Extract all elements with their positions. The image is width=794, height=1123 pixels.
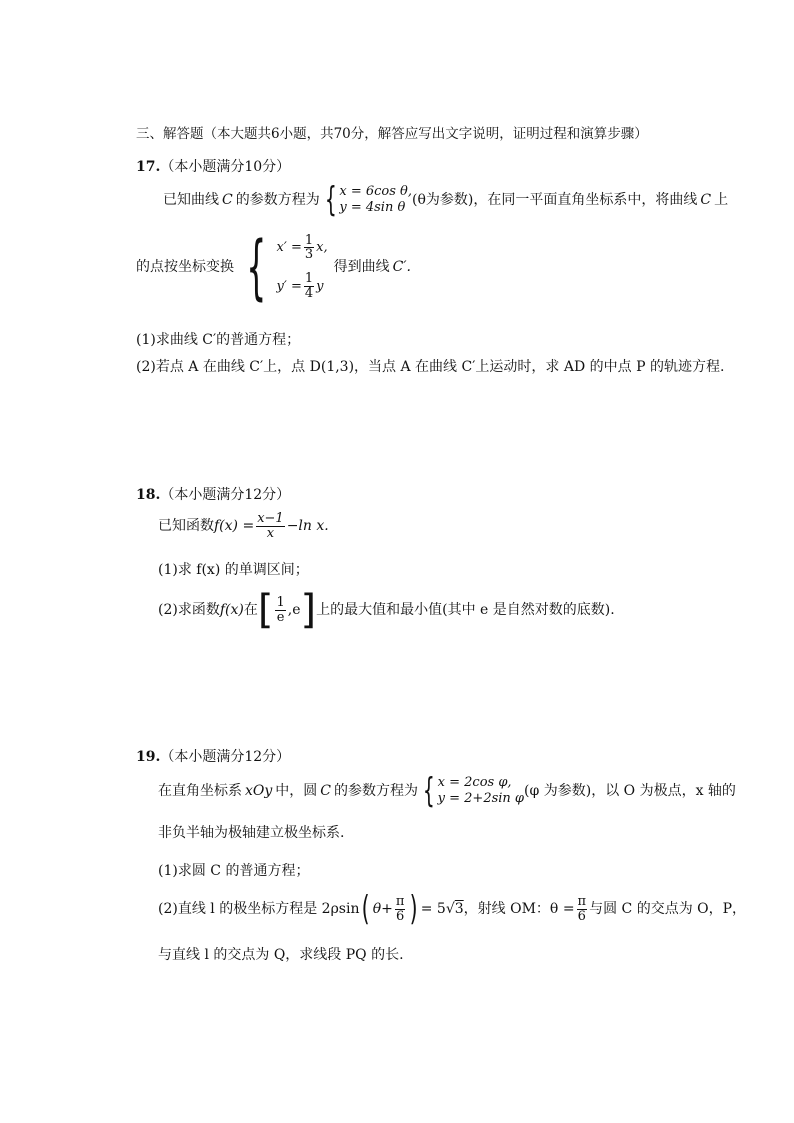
q18-part1: (1)求 f(x) 的单调区间；	[158, 562, 309, 578]
q19-heading	[136, 750, 290, 764]
q18-score: （本小题满分12分）	[160, 487, 291, 503]
q18-line1	[158, 512, 329, 540]
q17-text: (θ为参数)，在同一平面直角坐标系中，将曲线	[412, 192, 698, 208]
q18-interval-fraction: $\frac{1}{e}$	[276, 594, 285, 625]
q18-ln: −ln x.	[286, 518, 329, 535]
q17-score: （本小题满分10分）	[160, 159, 291, 175]
q17-text: 上	[714, 192, 729, 208]
q19-pi-six-ray: $\frac{\pi}{6}$	[577, 893, 587, 924]
q19-text: ，射线 OM：θ =	[463, 901, 575, 917]
q18-text: (2)求函数	[158, 602, 220, 618]
q19-sys-x: x = 2cos φ,	[437, 774, 512, 790]
q17-part1: (1)求曲线 C′的普通方程；	[136, 332, 301, 348]
q19-text: 的参数方程为	[334, 783, 419, 799]
q17-text: 的参数方程为	[235, 192, 320, 208]
q19-param-system: { x = 2cos φ, y = 2+2sin φ	[422, 771, 525, 811]
q18-text: 上的最大值和最小值(其中 e 是自然对数的底数).	[316, 602, 615, 618]
q17-text: 已知曲线	[163, 192, 219, 208]
q19-part2	[158, 889, 747, 929]
q17-line1	[163, 180, 729, 220]
q17-line2	[136, 226, 411, 308]
q19-score: （本小题满分12分）	[160, 749, 291, 765]
q18-fx: f(x)	[219, 602, 244, 618]
q19-circle-c: C	[320, 783, 332, 799]
q19-text: 在直角坐标系	[158, 783, 242, 799]
q19-text: 中，圆	[275, 783, 318, 799]
q18-interval-open: [	[257, 587, 274, 633]
q18-fraction: $\frac{x-1}{x}$	[257, 511, 284, 541]
q19-part1: (1)求圆 C 的普通方程；	[158, 863, 310, 879]
q17-tr-y-lhs: y′ =	[276, 278, 302, 294]
q18-fx: f(x) =	[214, 518, 255, 535]
q19-number: 19.	[136, 749, 161, 765]
q18-interval-right: ,e	[287, 602, 301, 618]
q19-theta-plus: θ+	[372, 901, 393, 917]
q17-sys-x: x = 6cos θ,	[339, 183, 412, 199]
q18-number: 18.	[136, 487, 161, 503]
q17-tr-x-lhs: x′ =	[276, 240, 302, 256]
q17-heading	[136, 160, 290, 174]
q17-tr-y-rhs: y	[316, 278, 324, 294]
q17-sys-y: y = 4sin θ	[339, 200, 406, 215]
q17-text: 得到曲线	[333, 259, 390, 275]
q18-text: 已知函数	[158, 518, 214, 535]
q19-paren-open: (	[362, 889, 371, 929]
q17-curve-c: C	[222, 192, 233, 208]
q19-xoy: xOy	[245, 783, 273, 799]
q19-paren-close: )	[410, 889, 419, 929]
q17-param-system: { x = 6cos θ, y = 4sin θ	[324, 180, 412, 220]
q19-pi-six: $\frac{\pi}{6}$	[395, 893, 405, 924]
q17-curve-cprime: C′.	[392, 259, 411, 275]
q18-text: 在	[243, 602, 258, 618]
q17-fraction-quarter: $\frac{1}{4}$	[304, 271, 314, 301]
q19-text: 与圆 C 的交点为 O，P，	[589, 901, 747, 917]
q17-part2: (2)若点 A 在曲线 C′上，点 D(1,3)，当点 A 在曲线 C′上运动时，求 AD 的中点 P 的轨迹方程.	[136, 359, 725, 375]
q19-sys-y: y = 2+2sin φ	[437, 791, 525, 806]
q18-interval-close: ]	[300, 587, 317, 633]
q18-part2	[158, 587, 615, 633]
q19-line2: 非负半轴为极轴建立极坐标系.	[158, 825, 345, 841]
q18-heading	[136, 488, 290, 502]
q17-fraction-third: $\frac{1}{3}$	[304, 232, 314, 263]
q19-text: (φ 为参数)，以 O 为极点，x 轴的	[524, 783, 736, 799]
q17-curve-c: C	[700, 192, 712, 208]
q19-last-line: 与直线 l 的交点为 Q，求线段 PQ 的长.	[158, 947, 404, 963]
section-header: 三、解答题（本大题共6小题，共70分，解答应写出文字说明，证明过程和演算步骤）	[136, 126, 648, 142]
q17-tr-x-rhs: x,	[316, 240, 328, 256]
q19-eq: = 5	[420, 901, 446, 917]
q17-text: 的点按坐标变换	[136, 259, 234, 275]
q19-sqrt: √3	[445, 901, 464, 917]
q17-transform-system: { x′ = $\frac{1}{3}$ x, y′ = $\frac{1}{4}$ y	[246, 226, 328, 308]
q19-text: (2)直线 l 的极坐标方程是 2ρsin	[158, 901, 360, 917]
q17-number: 17.	[136, 159, 161, 175]
q19-line1	[158, 771, 736, 811]
